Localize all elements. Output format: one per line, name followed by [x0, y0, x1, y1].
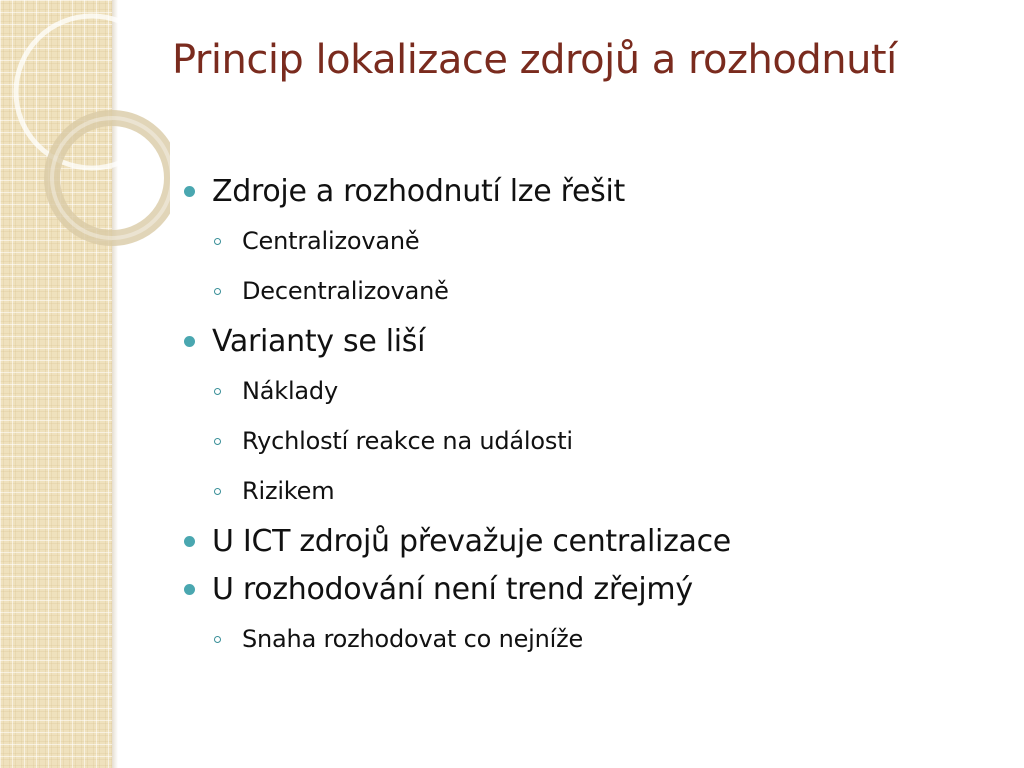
sub-bullet-item — [184, 266, 984, 316]
bullet-dot-icon — [184, 186, 195, 197]
bullet-item — [184, 566, 984, 614]
sub-bullet-item — [184, 466, 984, 516]
sub-bullet-item — [184, 366, 984, 416]
sub-bullet-text: Rizikem — [242, 477, 335, 505]
side-band-shadow — [112, 0, 118, 768]
sub-bullet-ring-icon — [214, 438, 221, 445]
decorative-side-band — [0, 0, 112, 768]
sub-bullet-ring-icon — [214, 488, 221, 495]
bullet-text: U rozhodování není trend zřejmý — [212, 572, 693, 607]
bullet-text: U ICT zdrojů převažuje centralizace — [212, 524, 731, 559]
sub-bullet-item — [184, 216, 984, 266]
sub-bullet-text: Náklady — [242, 377, 338, 405]
bullet-dot-icon — [184, 536, 195, 547]
sub-bullet-text: Snaha rozhodovat co nejníže — [242, 625, 584, 653]
sub-bullet-text: Centralizovaně — [242, 227, 420, 255]
bullet-dot-icon — [184, 336, 195, 347]
sub-bullet-list — [184, 366, 984, 516]
sub-bullet-ring-icon — [214, 636, 221, 643]
sub-bullet-ring-icon — [214, 288, 221, 295]
bullet-dot-icon — [184, 584, 195, 595]
sub-bullet-text: Decentralizovaně — [242, 277, 449, 305]
sub-bullet-list — [184, 216, 984, 316]
bullet-list — [184, 168, 984, 666]
sub-bullet-ring-icon — [214, 388, 221, 395]
bullet-item — [184, 518, 984, 566]
bullet-item — [184, 168, 984, 216]
slide-title: Princip lokalizace zdrojů a rozhodnutí — [172, 37, 897, 83]
sub-bullet-list — [184, 614, 984, 664]
bullet-item — [184, 318, 984, 366]
sub-bullet-text: Rychlostí reakce na události — [242, 427, 573, 455]
bullet-text: Zdroje a rozhodnutí lze řešit — [212, 174, 625, 209]
bullet-text: Varianty se liší — [212, 324, 426, 359]
sub-bullet-item — [184, 614, 984, 664]
sub-bullet-ring-icon — [214, 238, 221, 245]
sub-bullet-item — [184, 416, 984, 466]
